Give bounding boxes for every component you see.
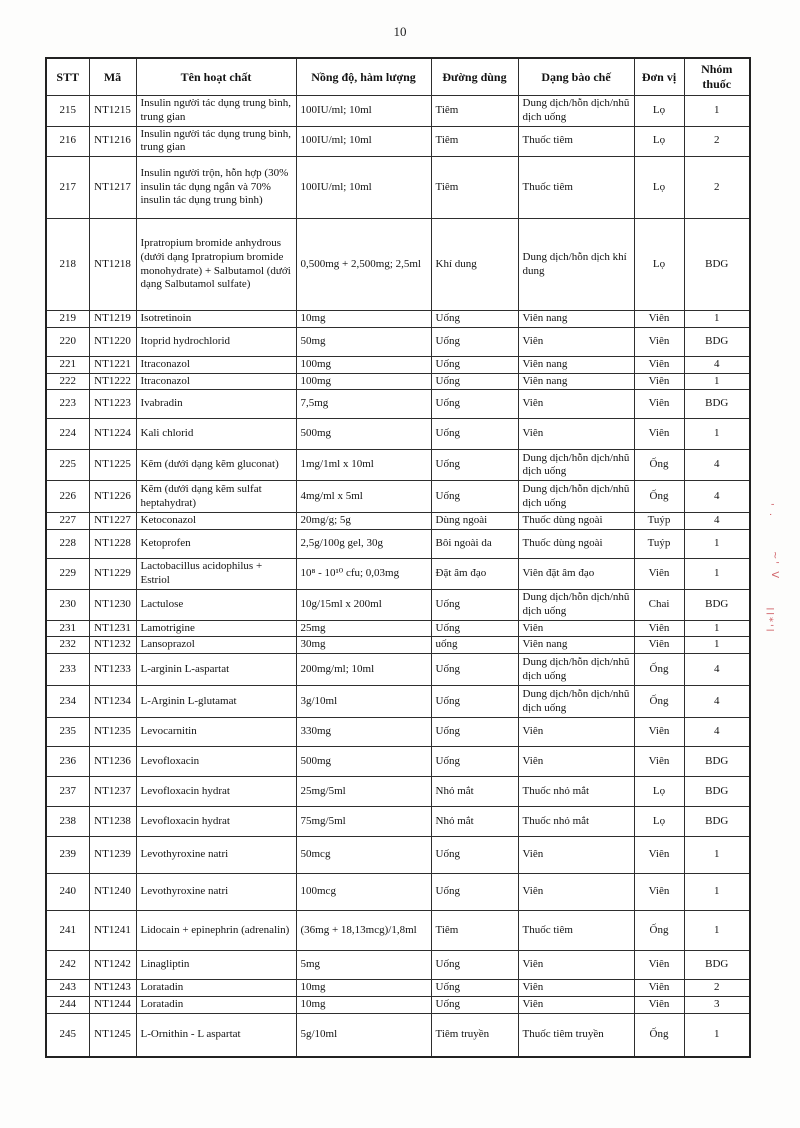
- cell-stt: 239: [46, 837, 89, 874]
- table-row: [46, 996, 750, 1013]
- cell-dang-bao-che: Dung dịch/hỗn dịch/nhũ dịch uống: [518, 450, 634, 481]
- cell-stt: 233: [46, 654, 89, 686]
- cell-stt: 230: [46, 590, 89, 621]
- cell-ma: NT1225: [89, 450, 136, 481]
- cell-ten-hoat-chat: Ketoconazol: [136, 513, 296, 530]
- cell-nong-do-ham-luong: 100IU/ml; 10ml: [296, 126, 431, 157]
- cell-nong-do-ham-luong: 1mg/1ml x 10ml: [296, 450, 431, 481]
- cell-ma: NT1220: [89, 327, 136, 356]
- cell-ma: NT1242: [89, 951, 136, 980]
- cell-stt: 215: [46, 96, 89, 127]
- cell-ma: NT1240: [89, 874, 136, 911]
- cell-stt: 232: [46, 637, 89, 654]
- cell-don-vi: Tuýp: [634, 513, 684, 530]
- table-row: [46, 654, 750, 686]
- cell-duong-dung: Uống: [431, 373, 518, 390]
- header-dang-bao-che: Dạng bào chế: [518, 58, 634, 96]
- cell-don-vi: Lọ: [634, 126, 684, 157]
- cell-nhom-thuoc: BDG: [684, 777, 750, 807]
- cell-duong-dung: Uống: [431, 419, 518, 450]
- cell-stt: 241: [46, 911, 89, 951]
- cell-nhom-thuoc: 1: [684, 559, 750, 590]
- cell-nong-do-ham-luong: 330mg: [296, 718, 431, 747]
- cell-ten-hoat-chat: Itoprid hydrochlorid: [136, 327, 296, 356]
- cell-stt: 225: [46, 450, 89, 481]
- cell-dang-bao-che: Viên: [518, 419, 634, 450]
- cell-ten-hoat-chat: L-arginin L-aspartat: [136, 654, 296, 686]
- cell-nong-do-ham-luong: 7,5mg: [296, 390, 431, 419]
- cell-dang-bao-che: Dung dịch/hỗn dịch/nhũ dịch uống: [518, 96, 634, 127]
- cell-dang-bao-che: Viên: [518, 980, 634, 997]
- cell-dang-bao-che: Viên: [518, 390, 634, 419]
- cell-don-vi: Lọ: [634, 219, 684, 311]
- header-ma: Mã: [89, 58, 136, 96]
- table-row: [46, 356, 750, 373]
- cell-duong-dung: Tiêm: [431, 157, 518, 219]
- cell-ma: NT1219: [89, 311, 136, 328]
- cell-nhom-thuoc: 1: [684, 620, 750, 637]
- cell-ten-hoat-chat: Insulin người tác dụng trung bình, trung gian: [136, 96, 296, 127]
- table-row: [46, 530, 750, 559]
- cell-duong-dung: uống: [431, 637, 518, 654]
- cell-ten-hoat-chat: Lansoprazol: [136, 637, 296, 654]
- cell-nhom-thuoc: BDG: [684, 327, 750, 356]
- cell-stt: 218: [46, 219, 89, 311]
- cell-don-vi: Tuýp: [634, 530, 684, 559]
- cell-nhom-thuoc: 1: [684, 637, 750, 654]
- cell-nhom-thuoc: 1: [684, 911, 750, 951]
- cell-nhom-thuoc: BDG: [684, 590, 750, 621]
- table-row: [46, 373, 750, 390]
- table-row: [46, 837, 750, 874]
- cell-nong-do-ham-luong: 5g/10ml: [296, 1013, 431, 1057]
- table-row: [46, 126, 750, 157]
- cell-duong-dung: Bôi ngoài da: [431, 530, 518, 559]
- cell-nhom-thuoc: 1: [684, 530, 750, 559]
- cell-nhom-thuoc: 2: [684, 157, 750, 219]
- cell-nhom-thuoc: 4: [684, 513, 750, 530]
- cell-ma: NT1243: [89, 980, 136, 997]
- cell-nong-do-ham-luong: 25mg/5ml: [296, 777, 431, 807]
- cell-don-vi: Viên: [634, 951, 684, 980]
- cell-ma: NT1221: [89, 356, 136, 373]
- cell-ten-hoat-chat: Linagliptin: [136, 951, 296, 980]
- cell-stt: 237: [46, 777, 89, 807]
- cell-stt: 216: [46, 126, 89, 157]
- cell-nhom-thuoc: 1: [684, 311, 750, 328]
- cell-nong-do-ham-luong: 2,5g/100g gel, 30g: [296, 530, 431, 559]
- cell-ten-hoat-chat: Levocarnitin: [136, 718, 296, 747]
- cell-ten-hoat-chat: Itraconazol: [136, 373, 296, 390]
- cell-nong-do-ham-luong: 30mg: [296, 637, 431, 654]
- cell-ma: NT1228: [89, 530, 136, 559]
- cell-nong-do-ham-luong: 50mcg: [296, 837, 431, 874]
- cell-nhom-thuoc: 3: [684, 996, 750, 1013]
- cell-ten-hoat-chat: Lamotrigine: [136, 620, 296, 637]
- cell-ma: NT1238: [89, 807, 136, 837]
- table-body: [46, 96, 750, 1058]
- cell-don-vi: Ống: [634, 911, 684, 951]
- cell-duong-dung: Khí dung: [431, 219, 518, 311]
- cell-dang-bao-che: Thuốc nhỏ mắt: [518, 807, 634, 837]
- cell-don-vi: Lọ: [634, 807, 684, 837]
- cell-nhom-thuoc: 4: [684, 686, 750, 718]
- cell-dang-bao-che: Dung dịch/hỗn dịch/nhũ dịch uống: [518, 654, 634, 686]
- cell-dang-bao-che: Dung dịch/hỗn dịch/nhũ dịch uống: [518, 686, 634, 718]
- table-row: [46, 620, 750, 637]
- cell-nong-do-ham-luong: 10mg: [296, 980, 431, 997]
- cell-dang-bao-che: Dung dịch/hỗn dịch khí dung: [518, 219, 634, 311]
- cell-nong-do-ham-luong: 5mg: [296, 951, 431, 980]
- cell-stt: 220: [46, 327, 89, 356]
- cell-ma: NT1236: [89, 747, 136, 777]
- table-row: [46, 419, 750, 450]
- table-row: [46, 980, 750, 997]
- cell-ma: NT1239: [89, 837, 136, 874]
- table-row: [46, 807, 750, 837]
- table-row: [46, 96, 750, 127]
- cell-ma: NT1231: [89, 620, 136, 637]
- table-row: [46, 777, 750, 807]
- cell-nhom-thuoc: 2: [684, 980, 750, 997]
- cell-dang-bao-che: Thuốc tiêm: [518, 911, 634, 951]
- cell-dang-bao-che: Viên: [518, 951, 634, 980]
- cell-stt: 217: [46, 157, 89, 219]
- cell-stt: 231: [46, 620, 89, 637]
- table-row: [46, 390, 750, 419]
- cell-ma: NT1241: [89, 911, 136, 951]
- cell-nong-do-ham-luong: 50mg: [296, 327, 431, 356]
- cell-ma: NT1234: [89, 686, 136, 718]
- table-row: [46, 327, 750, 356]
- cell-dang-bao-che: Viên nang: [518, 311, 634, 328]
- cell-don-vi: Viên: [634, 356, 684, 373]
- cell-ma: NT1224: [89, 419, 136, 450]
- cell-nong-do-ham-luong: 3g/10ml: [296, 686, 431, 718]
- cell-duong-dung: Uống: [431, 686, 518, 718]
- cell-ten-hoat-chat: Lactulose: [136, 590, 296, 621]
- cell-ma: NT1235: [89, 718, 136, 747]
- cell-don-vi: Viên: [634, 637, 684, 654]
- cell-stt: 242: [46, 951, 89, 980]
- cell-don-vi: Viên: [634, 837, 684, 874]
- cell-stt: 222: [46, 373, 89, 390]
- cell-nhom-thuoc: 1: [684, 1013, 750, 1057]
- cell-dang-bao-che: Thuốc dùng ngoài: [518, 530, 634, 559]
- cell-don-vi: Lọ: [634, 777, 684, 807]
- cell-dang-bao-che: Dung dịch/hỗn dịch/nhũ dịch uống: [518, 481, 634, 513]
- cell-duong-dung: Uống: [431, 747, 518, 777]
- cell-don-vi: Viên: [634, 419, 684, 450]
- cell-dang-bao-che: Dung dịch/hỗn dịch/nhũ dịch uống: [518, 590, 634, 621]
- cell-stt: 240: [46, 874, 89, 911]
- cell-duong-dung: Uống: [431, 481, 518, 513]
- cell-ten-hoat-chat: Ketoprofen: [136, 530, 296, 559]
- cell-nong-do-ham-luong: 500mg: [296, 747, 431, 777]
- table-row: [46, 747, 750, 777]
- header-duong-dung: Đường dùng: [431, 58, 518, 96]
- cell-duong-dung: Nhỏ mắt: [431, 777, 518, 807]
- cell-don-vi: Viên: [634, 311, 684, 328]
- table-row: [46, 311, 750, 328]
- cell-don-vi: Viên: [634, 373, 684, 390]
- cell-ten-hoat-chat: Levofloxacin: [136, 747, 296, 777]
- table-row: [46, 874, 750, 911]
- cell-nhom-thuoc: 4: [684, 450, 750, 481]
- cell-duong-dung: Uống: [431, 654, 518, 686]
- cell-duong-dung: Uống: [431, 718, 518, 747]
- cell-ma: NT1237: [89, 777, 136, 807]
- cell-dang-bao-che: Viên: [518, 620, 634, 637]
- cell-don-vi: Viên: [634, 327, 684, 356]
- cell-dang-bao-che: Thuốc nhỏ mắt: [518, 777, 634, 807]
- cell-dang-bao-che: Viên: [518, 996, 634, 1013]
- cell-stt: 235: [46, 718, 89, 747]
- cell-ma: NT1215: [89, 96, 136, 127]
- table-row: [46, 1013, 750, 1057]
- cell-ten-hoat-chat: Levothyroxine natri: [136, 837, 296, 874]
- cell-ten-hoat-chat: Isotretinoin: [136, 311, 296, 328]
- cell-duong-dung: Nhỏ mắt: [431, 807, 518, 837]
- cell-don-vi: Viên: [634, 996, 684, 1013]
- table-row: [46, 481, 750, 513]
- cell-don-vi: Ống: [634, 1013, 684, 1057]
- cell-nhom-thuoc: 1: [684, 373, 750, 390]
- header-nong-do-ham-luong: Nồng độ, hàm lượng: [296, 58, 431, 96]
- cell-ma: NT1233: [89, 654, 136, 686]
- cell-ten-hoat-chat: L-Arginin L-glutamat: [136, 686, 296, 718]
- cell-dang-bao-che: Viên đặt âm đạo: [518, 559, 634, 590]
- cell-nhom-thuoc: 4: [684, 718, 750, 747]
- cell-ten-hoat-chat: Levothyroxine natri: [136, 874, 296, 911]
- cell-nong-do-ham-luong: 10mg: [296, 311, 431, 328]
- cell-duong-dung: Uống: [431, 951, 518, 980]
- cell-stt: 221: [46, 356, 89, 373]
- cell-ten-hoat-chat: Ipratropium bromide anhydrous (dưới dạng Ipratropium bromide monohydrate) + Salbutamol (dưới dạng Salbutamol sulfate): [136, 219, 296, 311]
- cell-don-vi: Viên: [634, 747, 684, 777]
- cell-ten-hoat-chat: Lidocain + epinephrin (adrenalin): [136, 911, 296, 951]
- cell-nong-do-ham-luong: 200mg/ml; 10ml: [296, 654, 431, 686]
- cell-dang-bao-che: Thuốc tiêm truyền: [518, 1013, 634, 1057]
- cell-don-vi: Ống: [634, 686, 684, 718]
- cell-nhom-thuoc: BDG: [684, 390, 750, 419]
- cell-duong-dung: Uống: [431, 356, 518, 373]
- cell-duong-dung: Tiêm: [431, 911, 518, 951]
- table-row: [46, 718, 750, 747]
- cell-ten-hoat-chat: Insulin người tác dụng trung bình, trung gian: [136, 126, 296, 157]
- page-number: 10: [393, 24, 407, 39]
- cell-nong-do-ham-luong: 20mg/g; 5g: [296, 513, 431, 530]
- cell-duong-dung: Uống: [431, 311, 518, 328]
- cell-duong-dung: Uống: [431, 996, 518, 1013]
- cell-ten-hoat-chat: Loratadin: [136, 996, 296, 1013]
- table-row: [46, 450, 750, 481]
- cell-don-vi: Ống: [634, 481, 684, 513]
- cell-nong-do-ham-luong: 100IU/ml; 10ml: [296, 96, 431, 127]
- cell-nong-do-ham-luong: 10⁸ - 10¹⁰ cfu; 0,03mg: [296, 559, 431, 590]
- cell-nhom-thuoc: 4: [684, 356, 750, 373]
- cell-ma: NT1230: [89, 590, 136, 621]
- cell-don-vi: Ống: [634, 450, 684, 481]
- header-don-vi: Đơn vị: [634, 58, 684, 96]
- cell-dang-bao-che: Viên: [518, 718, 634, 747]
- cell-ten-hoat-chat: Ivabradin: [136, 390, 296, 419]
- cell-don-vi: Chai: [634, 590, 684, 621]
- cell-dang-bao-che: Thuốc tiêm: [518, 157, 634, 219]
- cell-ma: NT1229: [89, 559, 136, 590]
- cell-nhom-thuoc: 1: [684, 837, 750, 874]
- table-row: [46, 590, 750, 621]
- cell-ten-hoat-chat: Insulin người trộn, hỗn hợp (30% insulin tác dụng ngắn và 70% insulin tác dụng trung bình): [136, 157, 296, 219]
- cell-duong-dung: Đặt âm đạo: [431, 559, 518, 590]
- cell-stt: 223: [46, 390, 89, 419]
- cell-nong-do-ham-luong: 100mg: [296, 373, 431, 390]
- cell-don-vi: Viên: [634, 390, 684, 419]
- cell-dang-bao-che: Viên nang: [518, 356, 634, 373]
- cell-nong-do-ham-luong: 500mg: [296, 419, 431, 450]
- cell-ten-hoat-chat: Kẽm (dưới dạng kẽm gluconat): [136, 450, 296, 481]
- cell-nong-do-ham-luong: 100mg: [296, 356, 431, 373]
- cell-duong-dung: Tiêm: [431, 126, 518, 157]
- cell-ma: NT1232: [89, 637, 136, 654]
- cell-ten-hoat-chat: Kali chlorid: [136, 419, 296, 450]
- cell-stt: 228: [46, 530, 89, 559]
- cell-ma: NT1223: [89, 390, 136, 419]
- cell-ten-hoat-chat: Loratadin: [136, 980, 296, 997]
- cell-stt: 245: [46, 1013, 89, 1057]
- table-row: [46, 157, 750, 219]
- cell-ten-hoat-chat: Levofloxacin hydrat: [136, 807, 296, 837]
- cell-nhom-thuoc: 4: [684, 654, 750, 686]
- cell-duong-dung: Uống: [431, 450, 518, 481]
- handwritten-mark: ' ·: [764, 502, 776, 519]
- cell-ten-hoat-chat: Levofloxacin hydrat: [136, 777, 296, 807]
- cell-duong-dung: Uống: [431, 620, 518, 637]
- cell-dang-bao-che: Thuốc tiêm: [518, 126, 634, 157]
- cell-ma: NT1222: [89, 373, 136, 390]
- cell-nhom-thuoc: BDG: [684, 807, 750, 837]
- cell-dang-bao-che: Viên: [518, 747, 634, 777]
- cell-duong-dung: Tiêm truyền: [431, 1013, 518, 1057]
- cell-duong-dung: Dùng ngoài: [431, 513, 518, 530]
- cell-stt: 229: [46, 559, 89, 590]
- cell-ten-hoat-chat: Kẽm (dưới dạng kẽm sulfat heptahydrat): [136, 481, 296, 513]
- cell-stt: 219: [46, 311, 89, 328]
- cell-ma: NT1216: [89, 126, 136, 157]
- cell-nhom-thuoc: 4: [684, 481, 750, 513]
- cell-duong-dung: Uống: [431, 590, 518, 621]
- cell-don-vi: Lọ: [634, 96, 684, 127]
- cell-ten-hoat-chat: L-Ornithin - L aspartat: [136, 1013, 296, 1057]
- cell-stt: 238: [46, 807, 89, 837]
- cell-ma: NT1226: [89, 481, 136, 513]
- cell-nhom-thuoc: BDG: [684, 747, 750, 777]
- drug-list-table: [45, 57, 751, 1058]
- cell-ma: NT1217: [89, 157, 136, 219]
- cell-duong-dung: Tiêm: [431, 96, 518, 127]
- cell-dang-bao-che: Thuốc dùng ngoài: [518, 513, 634, 530]
- cell-stt: 227: [46, 513, 89, 530]
- table-row: [46, 559, 750, 590]
- cell-duong-dung: Uống: [431, 837, 518, 874]
- table-row: [46, 513, 750, 530]
- cell-dang-bao-che: Viên: [518, 874, 634, 911]
- cell-don-vi: Viên: [634, 874, 684, 911]
- cell-duong-dung: Uống: [431, 327, 518, 356]
- cell-nhom-thuoc: BDG: [684, 219, 750, 311]
- cell-dang-bao-che: Viên nang: [518, 373, 634, 390]
- cell-don-vi: Viên: [634, 718, 684, 747]
- header-row: [46, 58, 750, 96]
- cell-stt: 224: [46, 419, 89, 450]
- cell-duong-dung: Uống: [431, 390, 518, 419]
- table-row: [46, 219, 750, 311]
- cell-nong-do-ham-luong: (36mg + 18,13mcg)/1,8ml: [296, 911, 431, 951]
- cell-nong-do-ham-luong: 75mg/5ml: [296, 807, 431, 837]
- cell-nong-do-ham-luong: 4mg/ml x 5ml: [296, 481, 431, 513]
- cell-nong-do-ham-luong: 100mcg: [296, 874, 431, 911]
- cell-nong-do-ham-luong: 100IU/ml; 10ml: [296, 157, 431, 219]
- cell-nhom-thuoc: BDG: [684, 951, 750, 980]
- cell-don-vi: Lọ: [634, 157, 684, 219]
- header-nhom-thuoc: Nhóm thuốc: [684, 58, 750, 96]
- cell-nhom-thuoc: 2: [684, 126, 750, 157]
- cell-dang-bao-che: Viên: [518, 837, 634, 874]
- cell-nong-do-ham-luong: 25mg: [296, 620, 431, 637]
- cell-ten-hoat-chat: Lactobacillus acidophilus + Estriol: [136, 559, 296, 590]
- cell-don-vi: Viên: [634, 980, 684, 997]
- cell-nhom-thuoc: 1: [684, 96, 750, 127]
- cell-stt: 234: [46, 686, 89, 718]
- table-row: [46, 911, 750, 951]
- cell-ma: NT1245: [89, 1013, 136, 1057]
- table-row: [46, 686, 750, 718]
- cell-nong-do-ham-luong: 0,500mg + 2,500mg; 2,5ml: [296, 219, 431, 311]
- cell-duong-dung: Uống: [431, 980, 518, 997]
- cell-don-vi: Viên: [634, 559, 684, 590]
- handwritten-mark: ~' V: [769, 550, 781, 581]
- cell-don-vi: Ống: [634, 654, 684, 686]
- cell-ma: NT1227: [89, 513, 136, 530]
- cell-ten-hoat-chat: Itraconazol: [136, 356, 296, 373]
- header-stt: STT: [46, 58, 89, 96]
- table-row: [46, 637, 750, 654]
- cell-nhom-thuoc: 1: [684, 874, 750, 911]
- cell-dang-bao-che: Viên nang: [518, 637, 634, 654]
- cell-stt: 243: [46, 980, 89, 997]
- cell-nong-do-ham-luong: 10mg: [296, 996, 431, 1013]
- header-ten-hoat-chat: Tên hoạt chất: [136, 58, 296, 96]
- handwritten-mark: ll*'l: [763, 607, 775, 634]
- cell-dang-bao-che: Viên: [518, 327, 634, 356]
- cell-stt: 226: [46, 481, 89, 513]
- cell-stt: 244: [46, 996, 89, 1013]
- cell-ma: NT1218: [89, 219, 136, 311]
- cell-duong-dung: Uống: [431, 874, 518, 911]
- table-header: [46, 58, 750, 96]
- cell-ma: NT1244: [89, 996, 136, 1013]
- cell-nong-do-ham-luong: 10g/15ml x 200ml: [296, 590, 431, 621]
- cell-don-vi: Viên: [634, 620, 684, 637]
- cell-nhom-thuoc: 1: [684, 419, 750, 450]
- table-row: [46, 951, 750, 980]
- cell-stt: 236: [46, 747, 89, 777]
